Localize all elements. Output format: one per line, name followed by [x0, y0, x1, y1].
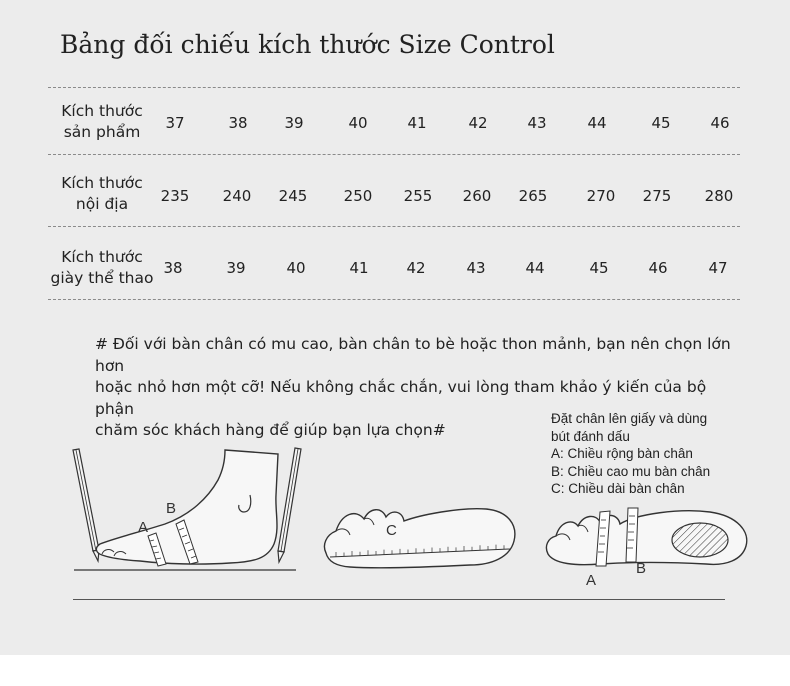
foot-side-illustration — [70, 440, 310, 580]
row-label-line: nội địa — [75, 195, 129, 213]
measure-instructions — [551, 410, 751, 498]
row-label-line: Kích thước — [61, 248, 143, 266]
note-line: # Đối với bàn chân có mu cao, bàn chân to bè hoặc thon mảnh, bạn nên chọn lớn hơn — [95, 335, 731, 375]
row-label-domestic-size — [48, 173, 156, 215]
row-label-line: giày thể thao — [50, 269, 154, 287]
instruction-line: bút đánh dấu — [551, 428, 630, 444]
size-cell: 37 — [165, 114, 185, 132]
row-label-product-size — [48, 101, 156, 143]
foot-sole-illustration — [320, 495, 520, 575]
size-cell: 39 — [284, 114, 304, 132]
page-title: Bảng đối chiếu kích thước Size Control — [60, 30, 555, 59]
size-cell: 265 — [518, 187, 548, 205]
foot-top-illustration — [540, 500, 760, 590]
size-cell: 245 — [278, 187, 308, 205]
label-b: B — [636, 560, 647, 577]
measuring-tape-b — [626, 508, 638, 562]
size-cell: 43 — [527, 114, 547, 132]
sole-outline — [324, 509, 514, 568]
size-cell: 240 — [222, 187, 252, 205]
heel-hatch — [672, 523, 728, 557]
table-rule-2 — [48, 226, 740, 227]
row-label-line: Kích thước — [61, 174, 143, 192]
table-rule-1 — [48, 154, 740, 155]
size-cell: 44 — [587, 114, 607, 132]
label-b: B — [166, 500, 177, 517]
note-line: hoặc nhỏ hơn một cỡ! Nếu không chắc chắn, vui lòng tham khảo ý kiến của bộ phận — [95, 378, 707, 418]
size-cell: 41 — [349, 259, 369, 277]
label-c: C — [386, 522, 397, 539]
size-cell: 260 — [462, 187, 492, 205]
instruction-item: B: Chiều cao mu bàn chân — [551, 463, 711, 479]
size-cell: 270 — [586, 187, 616, 205]
size-cell: 45 — [651, 114, 671, 132]
bottom-divider — [73, 599, 725, 600]
size-cell: 255 — [403, 187, 433, 205]
size-cell: 46 — [648, 259, 668, 277]
size-cell: 39 — [226, 259, 246, 277]
size-cell: 38 — [163, 259, 183, 277]
size-cell: 235 — [160, 187, 190, 205]
size-cell: 47 — [708, 259, 728, 277]
instruction-line: Đặt chân lên giấy và dùng — [551, 411, 708, 426]
size-cell: 38 — [228, 114, 248, 132]
size-cell: 40 — [348, 114, 368, 132]
size-cell: 41 — [407, 114, 427, 132]
label-a: A — [138, 519, 149, 536]
table-rule-top — [48, 87, 740, 88]
size-cell: 46 — [710, 114, 730, 132]
table-rule-bottom — [48, 299, 740, 300]
size-cell: 44 — [525, 259, 545, 277]
size-cell: 275 — [642, 187, 672, 205]
row-label-line: Kích thước — [61, 102, 143, 120]
size-cell: 42 — [468, 114, 488, 132]
pencil-left-icon — [73, 449, 99, 561]
size-cell: 42 — [406, 259, 426, 277]
label-a: A — [586, 572, 597, 589]
size-cell: 43 — [466, 259, 486, 277]
row-label-sneaker-size — [48, 247, 156, 289]
instruction-item: C: Chiều dài bàn chân — [551, 481, 685, 496]
size-cell: 40 — [286, 259, 306, 277]
size-cell: 280 — [704, 187, 734, 205]
row-label-line: sản phẩm — [63, 123, 141, 141]
note-line: chăm sóc khách hàng để giúp bạn lựa chọn# — [95, 421, 446, 439]
size-cell: 250 — [343, 187, 373, 205]
size-cell: 45 — [589, 259, 609, 277]
instruction-item: A: Chiều rộng bàn chân — [551, 446, 693, 461]
pencil-right-icon — [278, 448, 301, 562]
